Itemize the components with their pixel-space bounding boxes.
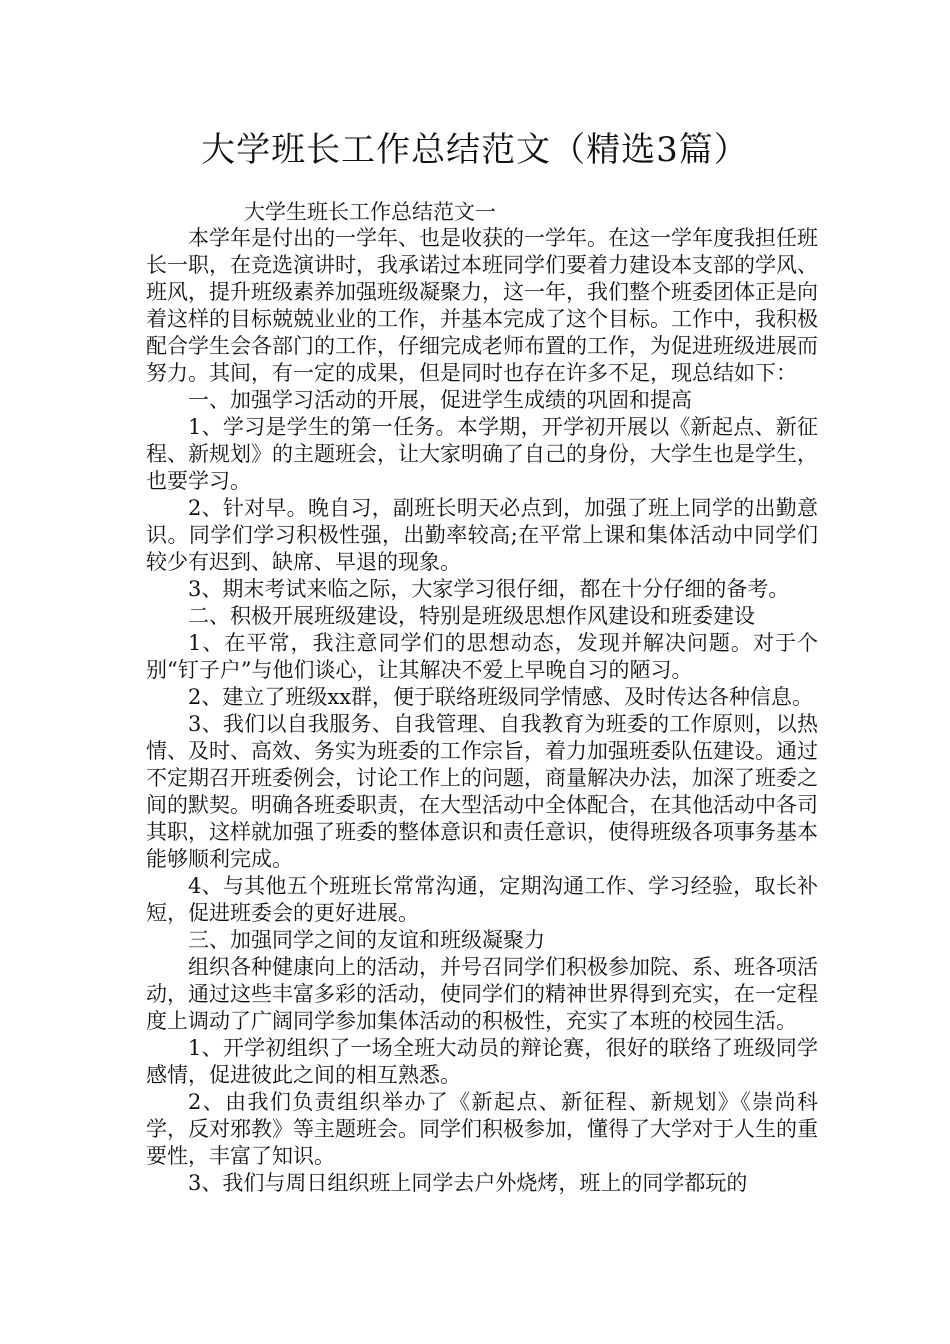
paragraph: 组织各种健康向上的活动，并号召同学们积极参加院、系、班各项活动，通过这些丰富多彩的活动，使同学们的精神世界得到充实，在一定程度上调动了广阔同学参加集体活动的积极性，充实了本班的校园生活。 bbox=[146, 955, 818, 1033]
paragraph: 1、开学初组织了一场全班大动员的辩论赛，很好的联络了班级同学感情，促进彼此之间的相互熟悉。 bbox=[146, 1036, 818, 1087]
paragraph: 3、期末考试来临之际，大家学习很仔细，都在十分仔细的备考。 bbox=[188, 577, 790, 601]
section-heading: 三、加强同学之间的友谊和班级凝聚力 bbox=[188, 928, 545, 952]
paragraph: 2、由我们负责组织举办了《新起点、新征程、新规划》《崇尚科学，反对邪教》等主题班会。同学们积极参加，懂得了大学对于人生的重要性，丰富了知识。 bbox=[146, 1090, 818, 1168]
paragraph: 1、在平常，我注意同学们的思想动态，发现并解决问题。对于个别“钉子户”与他们谈心，让其解决不爱上早晚自习的陋习。 bbox=[146, 631, 818, 682]
paragraph: 2、建立了班级xx群，便于联络班级同学情感、及时传达各种信息。 bbox=[188, 685, 814, 709]
section-heading: 二、积极开展班级建设，特别是班级思想作风建设和班委建设 bbox=[188, 604, 755, 628]
paragraph: 4、与其他五个班班长常常沟通，定期沟通工作、学习经验，取长补短，促进班委会的更好进展。 bbox=[146, 874, 818, 925]
section-subtitle: 大学生班长工作总结范文一 bbox=[244, 200, 496, 224]
document-title: 大学班长工作总结范文（精选3篇） bbox=[201, 130, 749, 170]
section-heading: 一、加强学习活动的开展，促进学生成绩的巩固和提高 bbox=[188, 388, 692, 412]
document-body bbox=[146, 225, 818, 1197]
paragraph: 3、我们以自我服务、自我管理、自我教育为班委的工作原则，以热情、及时、高效、务实为班委的工作宗旨，着力加强班委队伍建设。通过不定期召开班委例会，讨论工作上的问题，商量解决办法，加深了班委之间的默契。明确各班委职责，在大型活动中全体配合，在其他活动中各司其职，这样就加强了班委的整体意识和责任意识，使得班级各项事务基本能够顺利完成。 bbox=[146, 712, 818, 871]
paragraph: 本学年是付出的一学年、也是收获的一学年。在这一学年度我担任班长一职，在竞选演讲时，我承诺过本班同学们要着力建设本支部的学风、班风，提升班级素养加强班级凝聚力，这一年，我们整个班委团体正是向着这样的目标兢兢业业的工作，并基本完成了这个目标。工作中，我积极配合学生会各部门的工作，仔细完成老师布置的工作，为促进班级进展而努力。其间，有一定的成果，但是同时也存在许多不足，现总结如下： bbox=[146, 226, 818, 385]
paragraph: 2、针对早。晚自习，副班长明天必点到，加强了班上同学的出勤意识。同学们学习积极性强，出勤率较高;在平常上课和集体活动中同学们较少有迟到、缺席、早退的现象。 bbox=[146, 496, 818, 574]
paragraph: 1、学习是学生的第一任务。本学期，开学初开展以《新起点、新征程、新规划》的主题班会，让大家明确了自己的身份，大学生也是学生，也要学习。 bbox=[146, 415, 818, 493]
paragraph: 3、我们与周日组织班上同学去户外烧烤，班上的同学都玩的 bbox=[188, 1171, 748, 1195]
